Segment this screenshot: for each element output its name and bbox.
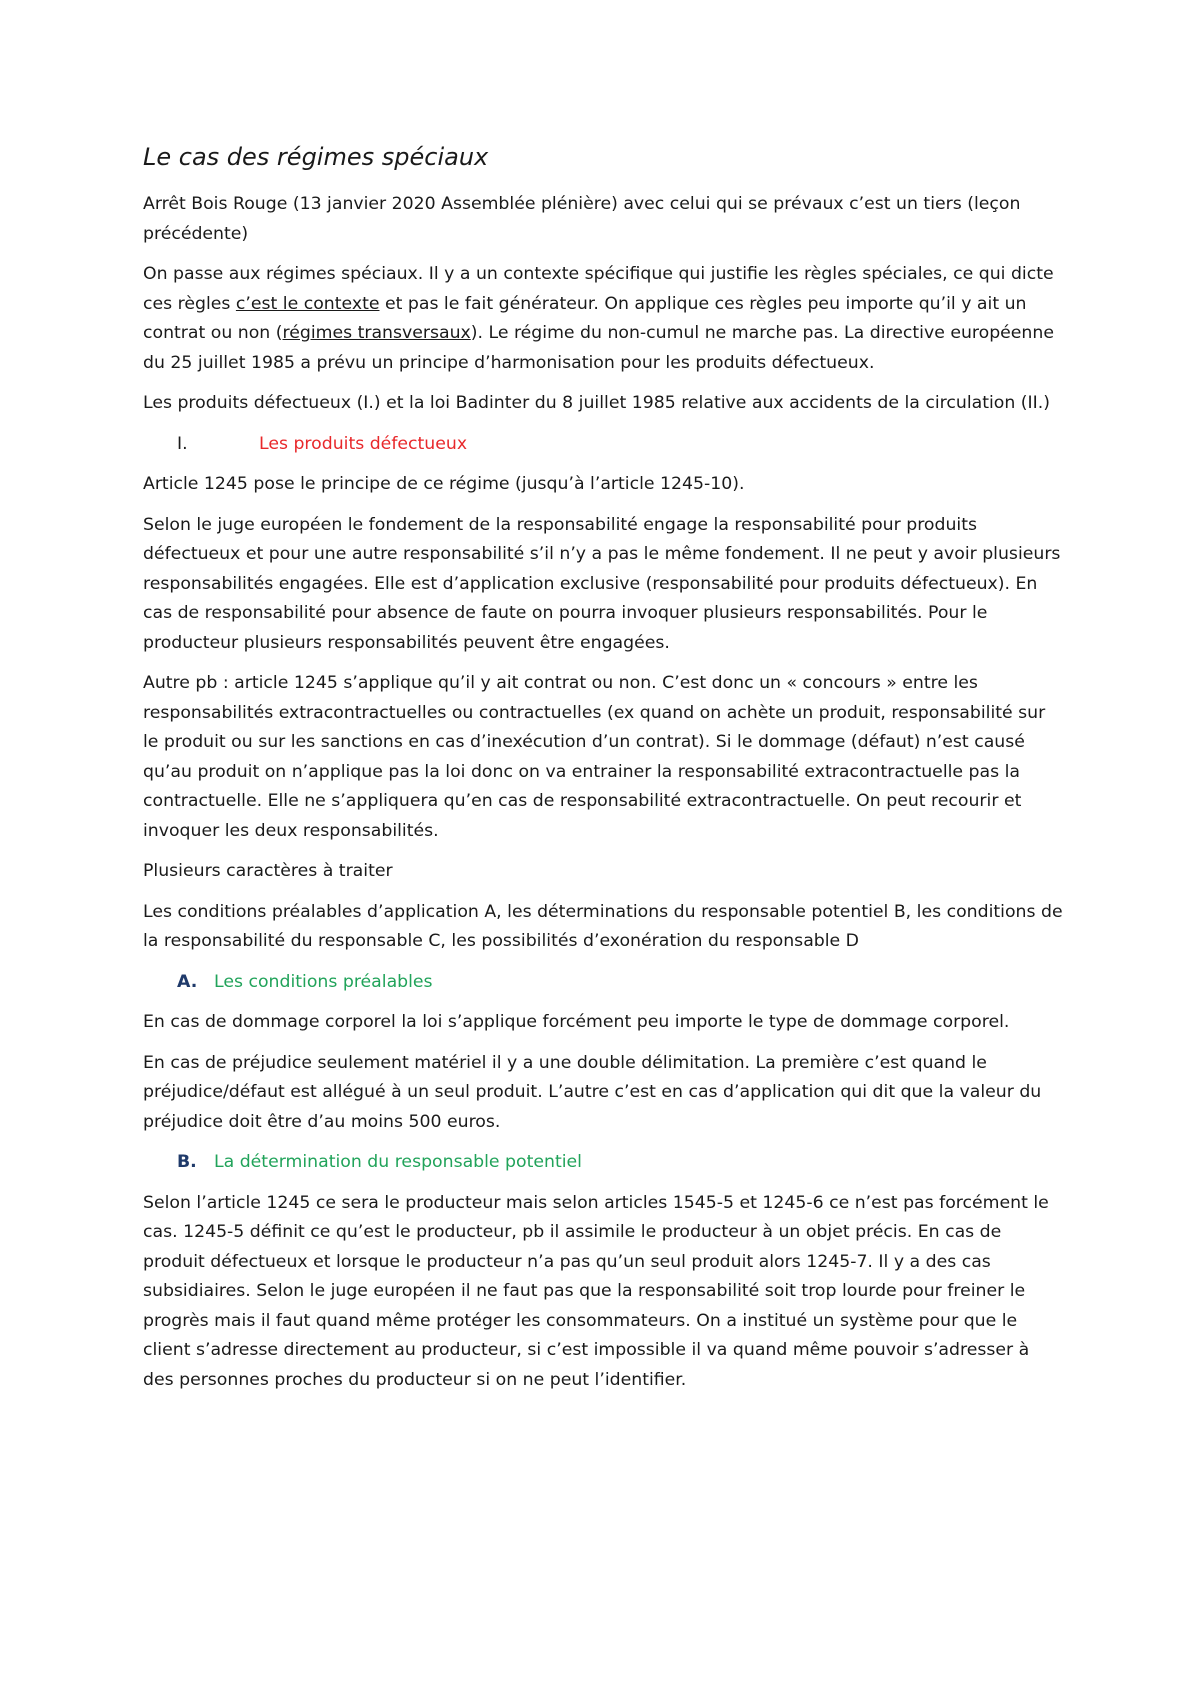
document-page bbox=[143, 140, 1063, 1406]
paragraph-text: et pas le fait générateur. On applique ces règles peu importe qu’il y ait un contrat ou non ( bbox=[143, 293, 1027, 343]
heading-label: Les conditions préalables bbox=[214, 971, 433, 992]
paragraph-prejudice-materiel: En cas de préjudice seulement matériel il y a une double délimitation. La première c’est quand le préjudice/défaut est allégué à un seul produit. L’autre c’est en cas d’application qui dit que la valeur du préjudice doit être d’au moins 500 euros. bbox=[143, 1052, 1042, 1132]
paragraph-autre-pb: Autre pb : article 1245 s’applique qu’il y ait contrat ou non. C’est donc un « concours » entre les responsabilités extracontractuelles ou contractuelles (ex quand on achète un produit, responsabilité sur le produit ou sur les sanctions en cas d’inexécution d’un contrat). Si le dommage (défaut) n’est causé qu’au produit on n’applique pas la loi donc on va entrainer la responsabilité extracontractuelle pas la contractuelle. Elle ne s’appliquera qu’en cas de responsabilité extracontractuelle. On peut recourir et invoquer les deux responsabilités. bbox=[143, 673, 1046, 841]
heading-number: A. bbox=[177, 971, 198, 992]
paragraph-text: ). Le régime du non-cumul ne marche pas. La directive européenne du 25 juillet 1985 a prévu un principe d’harmonisation pour les produits défectueux. bbox=[143, 323, 1054, 373]
paragraph-conditions-list: Les conditions préalables d’application A, les déterminations du responsable potentiel B, les conditions de la responsabilité du responsable C, les possibilités d’exonération du responsable D bbox=[143, 901, 1063, 951]
underlined-regimes-transversaux: régimes transversaux bbox=[282, 323, 471, 343]
paragraph-juge-europeen: Selon le juge européen le fondement de la responsabilité engage la responsabilité pour produits défectueux et pour une autre responsabilité s’il n’y a pas le même fondement. Il ne peut y avoir plusieurs responsabilités engagées. Elle est d’application exclusive (responsabilité pour produits défectueux). En cas de responsabilité pour absence de faute on pourra invoquer plusieurs responsabilités. Pour le producteur plusieurs responsabilités peuvent être engagées. bbox=[143, 514, 1061, 653]
paragraph-caracteres: Plusieurs caractères à traiter bbox=[143, 861, 393, 881]
heading-label: La détermination du responsable potentiel bbox=[214, 1152, 582, 1172]
paragraph-plan: Les produits défectueux (I.) et la loi Badinter du 8 juillet 1985 relative aux accidents de la circulation (II.) bbox=[143, 393, 1050, 413]
heading-label: Les produits défectueux bbox=[259, 433, 468, 454]
heading-section-b bbox=[143, 1148, 1063, 1178]
paragraph-article-1245: Article 1245 pose le principe de ce régime (jusqu’à l’article 1245-10). bbox=[143, 474, 745, 494]
paragraph-dommage-corporel: En cas de dommage corporel la loi s’applique forcément peu importe le type de dommage corporel. bbox=[143, 1012, 1010, 1032]
paragraph-producteur: Selon l’article 1245 ce sera le producteur mais selon articles 1545-5 et 1245-6 ce n’est pas forcément le cas. 1245-5 définit ce qu’est le producteur, pb il assimile le producteur à un objet précis. En cas de produit défectueux et lorsque le producteur n’a pas qu’un seul produit alors 1245-7. Il y a des cas subsidiaires. Selon le juge européen il ne faut pas que la responsabilité soit trop lourde pour freiner le progrès mais il faut quand même protéger les consommateurs. On a institué un système pour que le client s’adresse directement au producteur, si c’est impossible il va quand même pouvoir s’adresser à des personnes proches du producteur si on ne peut l’identifier. bbox=[143, 1192, 1049, 1390]
paragraph-text: On passe aux régimes spéciaux. Il y a un contexte spécifique qui justifie les règles spéciales, ce qui dicte ces règles bbox=[143, 264, 1054, 314]
underlined-contexte: c’est le contexte bbox=[235, 293, 380, 314]
heading-section-1 bbox=[143, 430, 1063, 460]
heading-number: B. bbox=[177, 1152, 197, 1172]
heading-section-a bbox=[143, 968, 1063, 998]
document-title: Le cas des régimes spéciaux bbox=[143, 143, 489, 171]
paragraph-regimes-speciaux bbox=[143, 260, 1063, 378]
heading-number: I. bbox=[177, 433, 188, 454]
paragraph-bois-rouge: Arrêt Bois Rouge (13 janvier 2020 Assemblée plénière) avec celui qui se prévaux c’est un tiers (leçon précédente) bbox=[143, 194, 1021, 244]
